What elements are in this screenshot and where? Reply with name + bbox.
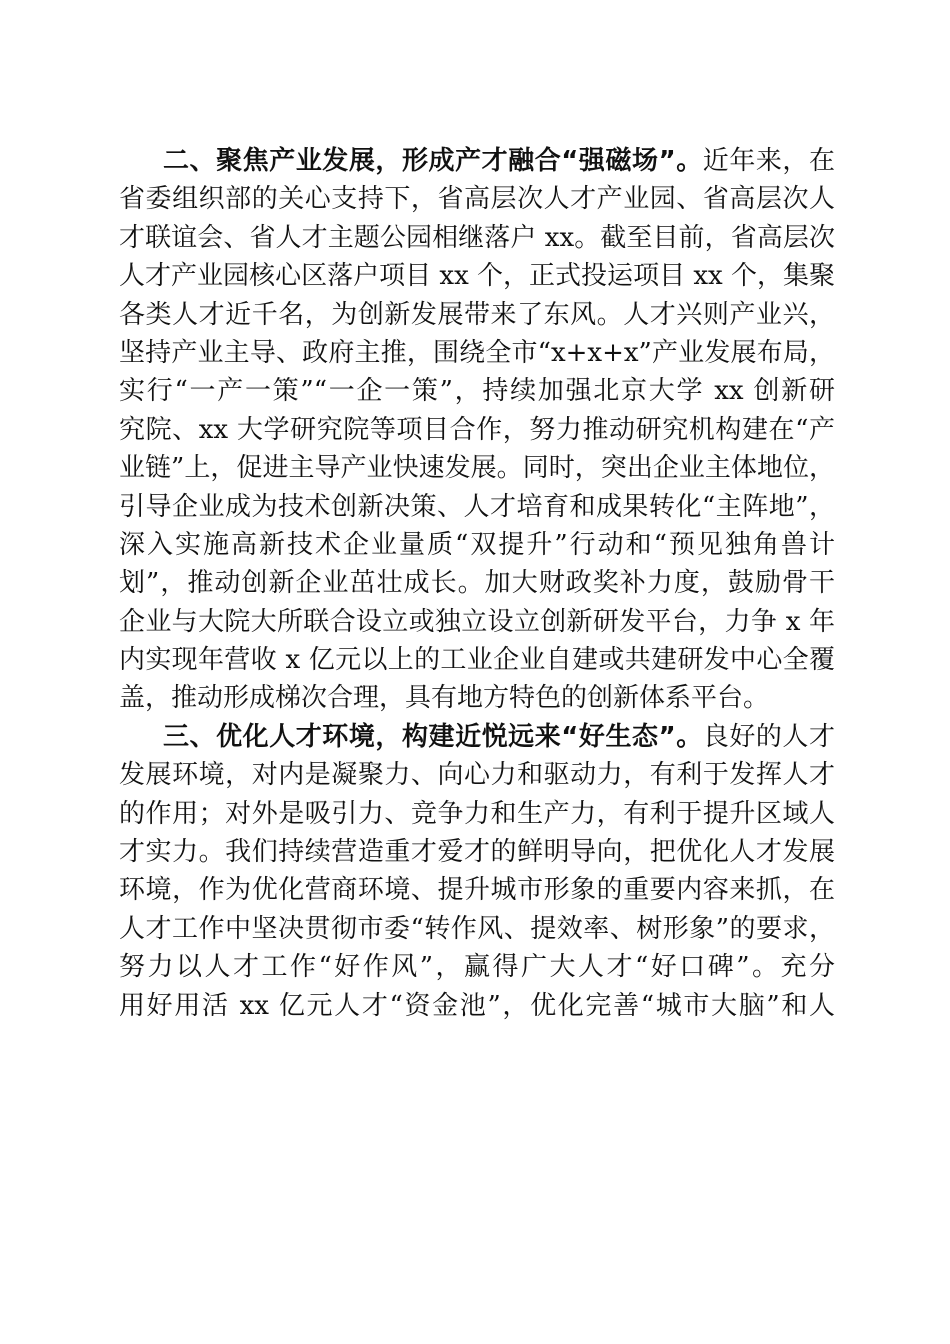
paragraph-text: 近年来，在: [702, 146, 835, 176]
paragraph-line: 坚持产业主导、政府主推，围绕全市“x+x+x”产业发展布局，: [119, 337, 835, 368]
paragraph-line: 才实力。我们持续营造重才爱才的鲜明导向，把优化人才发展: [119, 837, 835, 868]
paragraph-line: 划”，推动创新企业茁壮成长。加大财政奖补力度，鼓励骨干: [119, 568, 835, 599]
paragraph-line: 各类人才近千名，为创新发展带来了东风。人才兴则产业兴，: [119, 299, 835, 330]
section-heading-environment: 三、优化人才环境，构建近悦远来“好生态”。: [163, 721, 703, 752]
document-body: [119, 142, 835, 1025]
paragraph-line: 企业与大院大所联合设立或独立设立创新研发平台，力争 x 年: [119, 606, 835, 637]
paragraph-line: 发展环境，对内是凝聚力、向心力和驱动力，有利于发挥人才: [119, 760, 835, 791]
paragraph-line: 用好用活 xx 亿元人才“资金池”，优化完善“城市大脑”和人: [119, 990, 835, 1021]
paragraph-line: 深入实施高新技术企业量质“双提升”行动和“预见独角兽计: [119, 529, 835, 560]
paragraph-line: 人才产业园核心区落户项目 xx 个，正式投运项目 xx 个，集聚: [119, 261, 835, 292]
paragraph-line: 实行“一产一策”“一企一策”，持续加强北京大学 xx 创新研: [119, 376, 835, 407]
paragraph-text: 良好的人才: [702, 721, 835, 752]
paragraph-line: 究院、xx 大学研究院等项目合作，努力推动研究机构建在“产: [119, 414, 835, 445]
paragraph-industry: [119, 142, 835, 718]
paragraph-line: 人才工作中坚决贯彻市委“转作风、提效率、树形象”的要求，: [119, 913, 835, 944]
paragraph-line: 盖，推动形成梯次合理，具有地方特色的创新体系平台。: [119, 683, 770, 714]
paragraph-first-line: [119, 142, 835, 180]
paragraph-line: 环境，作为优化营商环境、提升城市形象的重要内容来抓，在: [119, 875, 835, 906]
paragraph-line: 努力以人才工作“好作风”，赢得广大人才“好口碑”。充分: [119, 952, 835, 983]
paragraph-line: 内实现年营收 x 亿元以上的工业企业自建或共建研发中心全覆: [119, 645, 835, 676]
paragraph-line: 省委组织部的关心支持下，省高层次人才产业园、省高层次人: [119, 184, 835, 215]
paragraph-line: 业链”上，促进主导产业快速发展。同时，突出企业主体地位，: [119, 453, 835, 484]
paragraph-line: 引导企业成为技术创新决策、人才培育和成果转化“主阵地”，: [119, 491, 835, 522]
paragraph-environment: [119, 718, 835, 1025]
paragraph-line: 的作用；对外是吸引力、竞争力和生产力，有利于提升区域人: [119, 798, 835, 829]
paragraph-first-line: [119, 718, 835, 756]
paragraph-line: 才联谊会、省人才主题公园相继落户 xx。截至目前，省高层次: [119, 222, 835, 253]
section-heading-industry: 二、聚焦产业发展，形成产才融合“强磁场”。: [163, 146, 703, 176]
